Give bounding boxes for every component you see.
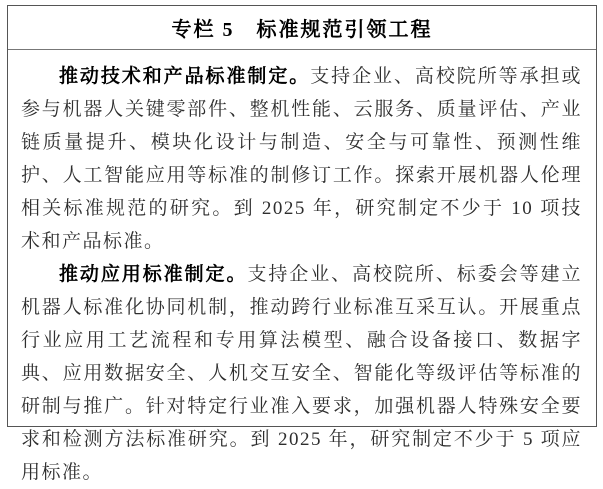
paragraph-lead-text: 推动应用标准制定。 [59,264,248,285]
paragraph-application-standards [21,258,582,489]
paragraph-lead-text: 推动技术和产品标准制定。 [59,66,311,87]
callout-box [7,5,597,483]
callout-body [8,50,596,489]
paragraph-technical-product-standards [21,60,582,258]
callout-title-bar [8,6,596,50]
callout-title-text: 专栏 5 标准规范引领工程 [171,19,433,41]
paragraph-body-text: 支持企业、高校院所、标委会等建立机器人标准化协同机制，推动跨行业标准互采互认。开展重点行业应用工艺流程和专用算法模型、融合设备接口、数据字典、应用数据安全、人机交互安全、智能化等级评估等标准的研制与推广。针对特定行业准入要求，加强机器人特殊安全要求和检测方法标准研究。到 2025 年，研究制定不少于 5 项应用标准。 [21,264,582,483]
paragraph-body-text: 支持企业、高校院所等承担或参与机器人关键零部件、整机性能、云服务、质量评估、产业链质量提升、模块化设计与制造、安全与可靠性、预测性维护、人工智能应用等标准的制修订工作。探索开展机器人伦理相关标准规范的研究。到 2025 年，研究制定不少于 10 项技术和产品标准。 [21,66,582,252]
